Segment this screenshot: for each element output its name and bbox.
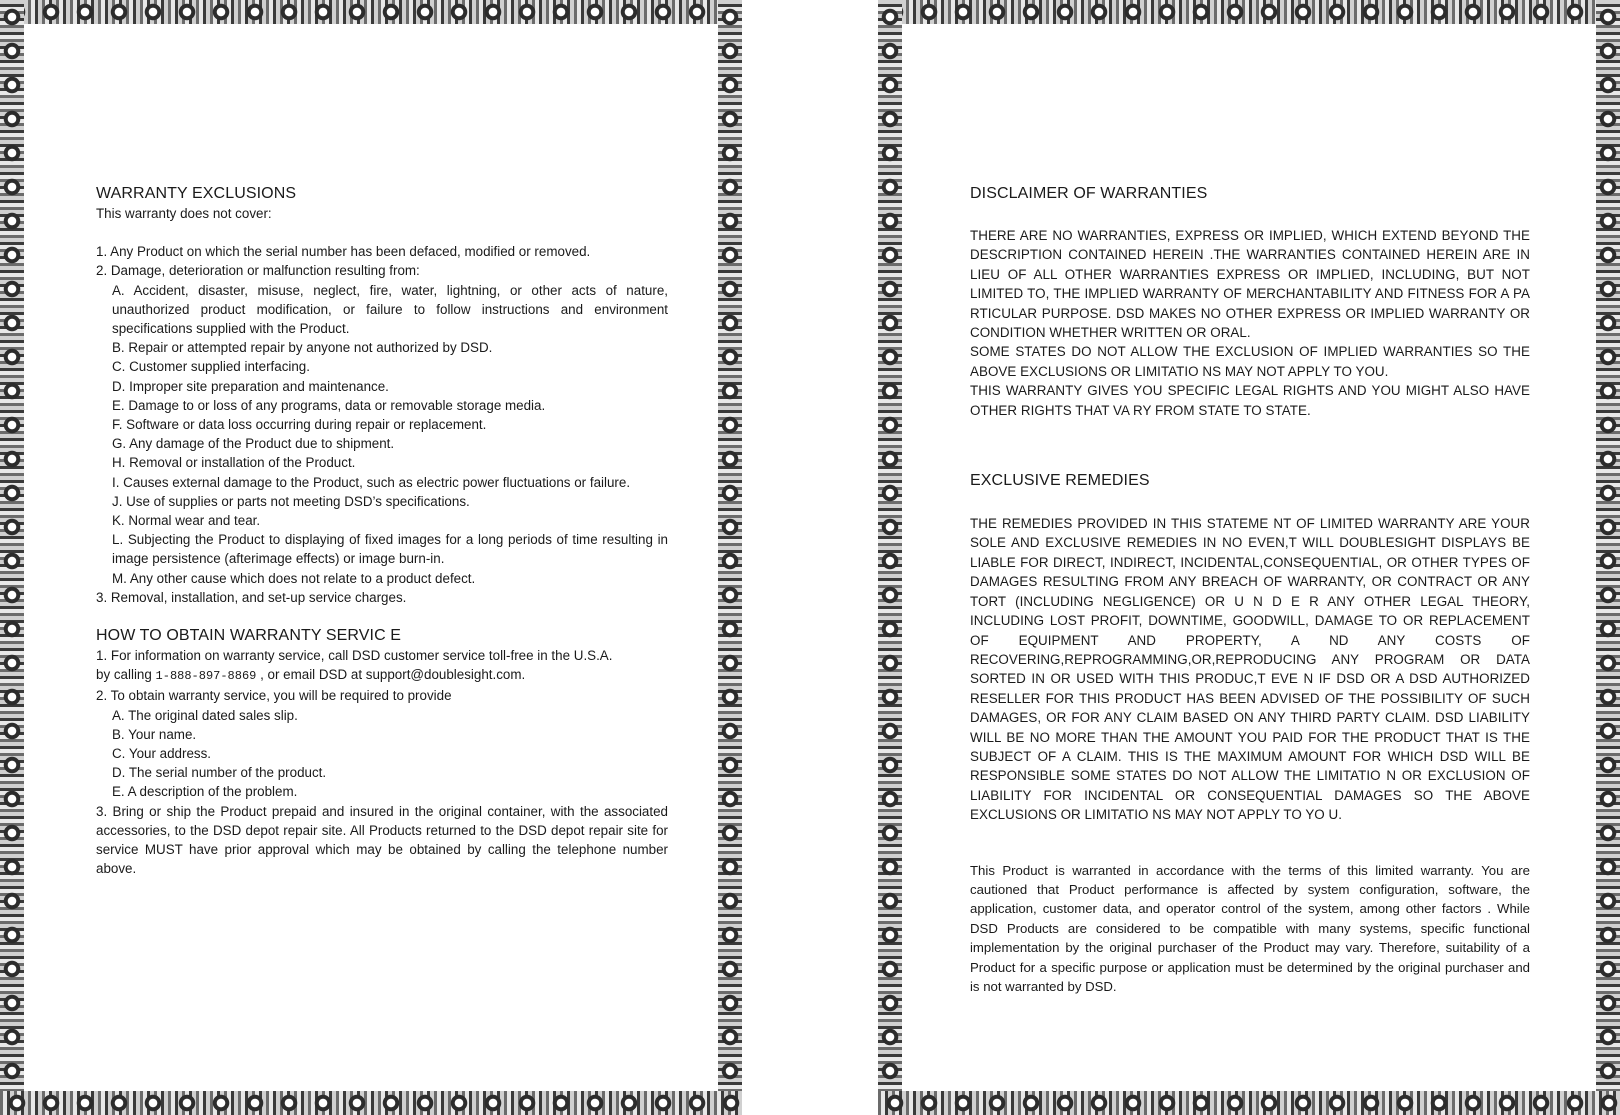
disclaimer-paragraph-3: THIS WARRANTY GIVES YOU SPECIFIC LEGAL RIGHTS AND YOU MIGHT ALSO HAVE OTHER RIGHTS THAT VA RY FROM STATE TO STATE.: [970, 383, 1530, 418]
service-subitem-a: A. The original dated sales slip.: [112, 707, 298, 723]
decorative-border-left: [0, 0, 24, 1115]
service-subitem-b: B. Your name.: [112, 726, 197, 742]
decorative-border-top: [878, 0, 1620, 24]
exclusion-subitem-i: I. Causes external damage to the Product, such as electric power fluctuations or failure.: [112, 474, 631, 490]
exclusion-item-3: 3. Removal, installation, and set-up service charges.: [96, 589, 407, 605]
decorative-border-bottom: [878, 1091, 1620, 1115]
disclaimer-paragraph-2: SOME STATES DO NOT ALLOW THE EXCLUSION OF IMPLIED WARRANTIES SO THE ABOVE EXCLUSIONS OR LIMITATIO NS MAY NOT APPLY TO YOU.: [970, 344, 1530, 379]
closing-paragraph: This Product is warranted in accordance with the terms of this limited warranty. You are cautioned that Product performance is affected by system configuration, software, the application, customer data, and operator control of the system, among other factors . While DSD Products are considered to be compatible with many systems, specific functional implementation by the original purchaser of the Product may vary. Therefore, suitability of a Product for a specific purpose or application must be determined by the original purchaser and is not warranted by DSD.: [970, 862, 1530, 994]
decorative-border-right: [718, 0, 742, 1115]
exclusion-subitem-f: F. Software or data loss occurring during repair or replacement.: [112, 417, 487, 433]
left-page-content: [96, 184, 668, 879]
service-item-1: 1. For information on warranty service, call DSD customer service toll-free in the U.S.A.: [96, 648, 613, 664]
exclusion-subitem-j: J. Use of supplies or parts not meeting DSD’s specifications.: [112, 493, 470, 509]
exclusion-subitem-a: A. Accident, disaster, misuse, neglect, fire, water, lightning, or other acts of nature, unauthorized product modification, or failure to follow instructions and environment specifications supplied with the Product.: [112, 282, 668, 337]
service-item-2: 2. To obtain warranty service, you will be required to provide: [96, 688, 452, 704]
exclusion-subitem-c: C. Customer supplied interfacing.: [112, 359, 310, 375]
decorative-border-top: [0, 0, 742, 24]
left-page: [0, 0, 742, 1115]
service-item-1-contact: [96, 665, 668, 686]
right-page-content: [970, 184, 1530, 996]
obtain-service-heading: HOW TO OBTAIN WARRANTY SERVIC E: [96, 627, 402, 645]
remedies-paragraph: THE REMEDIES PROVIDED IN THIS STATEME NT OF LIMITED WARRANTY ARE YOUR SOLE AND EXCLUSIVE REMEDIES IN NO EVEN,T WILL DOUBLESIGHT DISPLAYS BE LIABLE FOR DIRECT, INDIRECT, INCIDENTAL,CONSEQUENTIAL, OR OTHER TYPES OF DAMAGES RESULTING FROM ANY BREACH OF WARRANTY, OR CONTRACT OR ANY TORT (INCLUDING NEGLIGENCE) OR U N D E R ANY OTHER LEGAL THEORY, INCLUDING LOST PROFIT, DOWNTIME, GOODWILL, DAMAGE TO OR REPLACEMENT OF EQUIPMENT AND PROPERTY, A ND ANY COSTS OF RECOVERING,REPROGRAMMING,OR,REPRODUCING ANY PROGRAM OR DATA SORTED IN OR USED WITH THIS PRODUC,T EVE N IF DSD OR A DSD AUTHORIZED RESELLER FOR THIS PRODUCT HAS BEEN ADVISED OF THE POSSIBILITY OF SUCH DAMAGES, OR FOR ANY CLAIM BASED ON ANY THIRD PARTY CLAIM. DSD LIABILITY WILL BE NO MORE THAN THE AMOUNT YOU PAID FOR THE PRODUCT THAT IS THE SUBJECT OF A CLAIM. THIS IS THE MAXIMUM AMOUNT FOR WHICH DSD WILL BE RESPONSIBLE SOME STATES DO NOT ALLOW THE LIMITATIO N OR EXCLUSION OF LIABILITY FOR INCIDENTAL OR CONSEQUENTIAL DAMAGES SO THE ABOVE EXCLUSIONS OR LIMITATIO NS MAY NOT APPLY TO YO U.: [970, 516, 1530, 823]
disclaimer-paragraph-1: THERE ARE NO WARRANTIES, EXPRESS OR IMPLIED, WHICH EXTEND BEYOND THE DESCRIPTION CONTAINED HEREIN .THE WARRANTIES CONTAINED HEREIN ARE IN LIEU OF ALL OTHER WARRANTIES EXPRESS OR IMPLIED, INCLUDING, BUT NOT LIMITED TO, THE IMPLIED WARRANTY OF MERCHANTABILITY AND FITNESS FOR A PA RTICULAR PURPOSE. DSD MAKES NO OTHER EXPRESS OR IMPLIED WARRANTY OR CONDITION WHETHER WRITTEN OR ORAL.: [970, 228, 1530, 341]
decorative-border-right: [1596, 0, 1620, 1115]
exclusion-subitem-l: L. Subjecting the Product to displaying of fixed images for a long periods of time resulting in image persistence (afterimage effects) or image burn-in.: [112, 532, 668, 567]
service-item-1-contact-pre: by calling: [96, 667, 156, 683]
service-subitem-c: C. Your address.: [112, 746, 212, 762]
service-item-1-contact-post: , or email DSD at support@doublesight.com.: [256, 667, 526, 683]
right-page: [878, 0, 1620, 1115]
exclusive-remedies-heading: EXCLUSIVE REMEDIES: [970, 472, 1150, 490]
decorative-border-left: [878, 0, 902, 1115]
exclusion-subitem-m: M. Any other cause which does not relate to a product defect.: [112, 570, 476, 586]
service-subitem-e: E. A description of the problem.: [112, 784, 298, 800]
exclusion-item-1: 1. Any Product on which the serial number has been defaced, modified or removed.: [96, 244, 591, 260]
service-subitem-d: D. The serial number of the product.: [112, 765, 327, 781]
exclusion-subitem-e: E. Damage to or loss of any programs, data or removable storage media.: [112, 397, 546, 413]
warranty-exclusions-heading: WARRANTY EXCLUSIONS: [96, 185, 297, 202]
exclusion-subitem-b: B. Repair or attempted repair by anyone not authorized by DSD.: [112, 340, 493, 356]
exclusion-subitem-d: D. Improper site preparation and maintenance.: [112, 378, 389, 394]
disclaimer-heading: DISCLAIMER OF WARRANTIES: [970, 185, 1208, 202]
service-item-3: 3. Bring or ship the Product prepaid and insured in the original container, with the associated accessories, to the DSD depot repair site. All Products returned to the DSD depot repair site for service MUST have prior approval which may be obtained by calling the telephone number above.: [96, 803, 668, 877]
exclusion-subitem-h: H. Removal or installation of the Product.: [112, 455, 356, 471]
decorative-border-bottom: [0, 1091, 742, 1115]
exclusions-intro: This warranty does not cover:: [96, 206, 272, 221]
exclusion-item-2: 2. Damage, deterioration or malfunction resulting from:: [96, 263, 420, 279]
exclusion-subitem-g: G. Any damage of the Product due to shipment.: [112, 436, 395, 452]
exclusion-subitem-k: K. Normal wear and tear.: [112, 513, 261, 529]
phone-number: 1-888-897-8869: [155, 669, 257, 684]
